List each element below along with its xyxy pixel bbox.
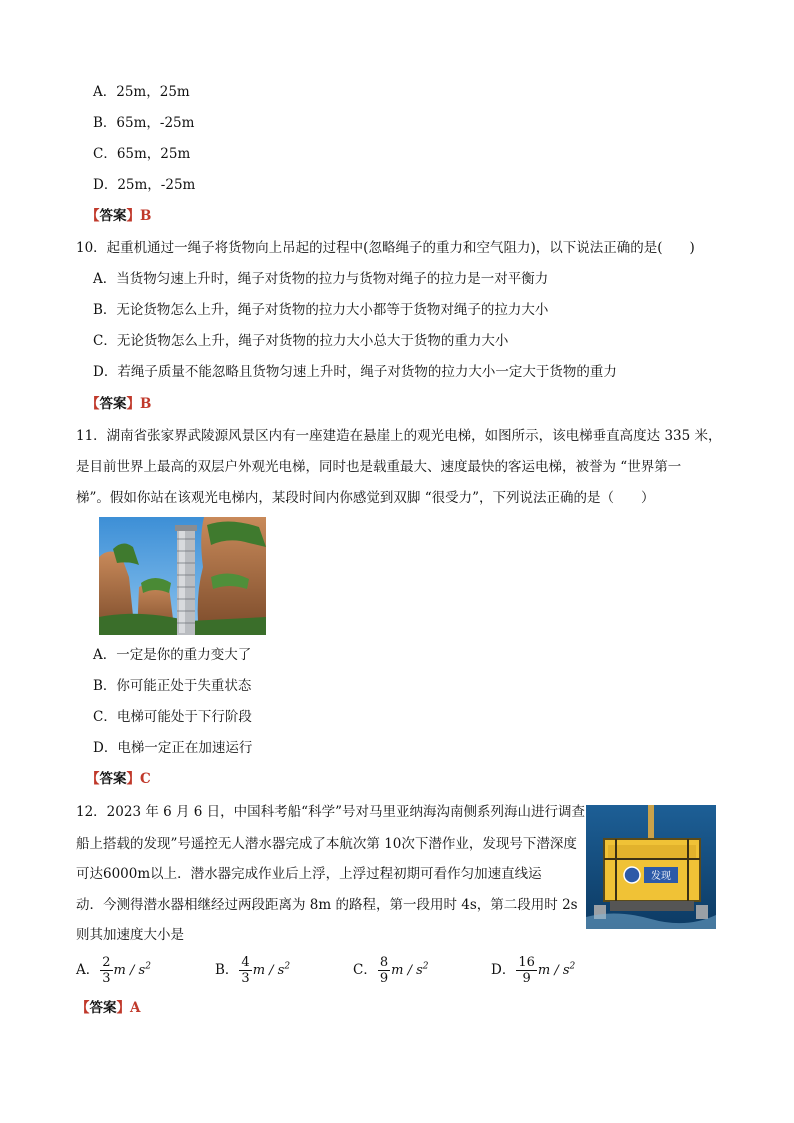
fraction: $\frac{16}{9}$ [518,955,535,986]
fraction: $\frac{2}{3}$ [102,955,111,986]
fraction: $\frac{4}{3}$ [241,955,250,986]
unit: m / $s^2$ [391,961,429,978]
q9-option-c: C．65m，25m [93,146,191,162]
q11-option-c: C．电梯可能处于下行阶段 [93,709,252,725]
q12-choice-a: A． $\frac{2}{3}$ m / $s^2$ [76,955,151,986]
submersible-name-label: 发现 [651,871,671,882]
unit: m / $s^2$ [113,961,151,978]
q10-stem: 10．起重机通过一绳子将货物向上吊起的过程中(忽略绳子的重力和空气阻力)，以下说法正确的是( ) [76,240,695,256]
q12-stem-line-5: 则其加速度大小是 [76,927,184,943]
q12-stem-line-3: 可达6000m以上．潜水器完成作业后上浮，上浮过程初期可看作匀加速直线运 [76,866,542,882]
submersible-photo [586,805,716,929]
q10-option-a: A．当货物匀速上升时，绳子对货物的拉力与货物对绳子的拉力是一对平衡力 [93,271,549,287]
q9-option-b: B．65m，-25m [93,115,195,131]
q11-stem-line-1: 11．湖南省张家界武陵源风景区内有一座建造在悬崖上的观光电梯，如图所示，该电梯垂直高度达 335 米， [76,428,722,444]
fraction: $\frac{8}{9}$ [379,955,389,986]
q12-stem-line-4: 动．今测得潜水器相继经过两段距离为 8m 的路程，第一段用时 4s，第二段用时 2s [76,897,578,913]
unit: m / $s^2$ [252,961,291,978]
q11-answer: 【答案】C [86,771,151,787]
q12-choice-d: D． $\frac{16}{9}$ m / $s^2$ [491,955,576,986]
q11-stem-line-2: 是目前世界上最高的双层户外观光电梯，同时也是载重最大、速度最快的客运电梯，被誉为 “世界第一 [76,459,682,475]
q12-stem-line-2: 船上搭载的发现”号遥控无人潜水器完成了本航次第 10次下潜作业，发现号下潜深度 [76,836,577,852]
q10-option-d: D．若绳子质量不能忽略且货物匀速上升时，绳子对货物的拉力大小一定大于货物的重力 [93,364,617,380]
q11-option-a: A．一定是你的重力变大了 [93,647,252,663]
q12-choice-b: B． $\frac{4}{3}$ m / $s^2$ [215,955,291,986]
unit: m / $s^2$ [537,961,576,978]
q9-option-d: D．25m，-25m [93,177,196,193]
q10-answer: 【答案】B [86,396,152,412]
q12-choice-c: C． $\frac{8}{9}$ m / $s^2$ [353,955,429,986]
q12-stem-line-1: 12．2023 年 6 月 6 日，中国科考船“科学”号对马里亚纳海沟南侧系列海山进行调查 [76,804,585,820]
q11-option-b: B．你可能正处于失重状态 [93,678,252,694]
cliff-elevator-photo [99,517,266,635]
q10-option-b: B．无论货物怎么上升，绳子对货物的拉力大小都等于货物对绳子的拉力大小 [93,302,549,318]
q11-option-d: D．电梯一定正在加速运行 [93,740,253,756]
q9-option-a: A．25m，25m [93,84,190,100]
q11-stem-line-3: 梯”。假如你站在该观光电梯内，某段时间内你感觉到双脚 “很受力”，下列说法正确的是（ ） [76,490,655,506]
q9-answer: 【答案】B [86,208,152,224]
q12-answer: 【答案】A [76,1000,141,1016]
q10-option-c: C．无论货物怎么上升，绳子对货物的拉力大小总大于货物的重力大小 [93,333,509,349]
